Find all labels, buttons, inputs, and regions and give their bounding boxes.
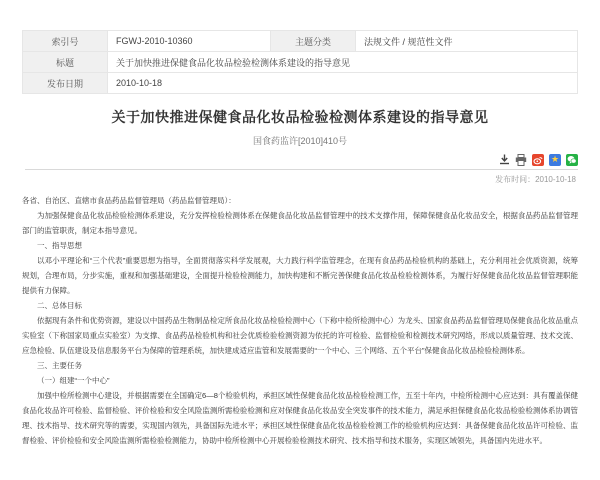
category-label: 主题分类 <box>271 31 356 52</box>
title-label: 标题 <box>23 52 108 73</box>
title-value: 关于加快推进保健食品化妆品检验检测体系建设的指导意见 <box>108 52 578 73</box>
section-heading-2: 二、总体目标 <box>37 301 82 310</box>
document-page <box>0 30 600 480</box>
index-number-value: FGWJ-2010-10360 <box>108 31 271 52</box>
section-heading-3: 三、主要任务 <box>37 361 82 370</box>
index-number-label: 索引号 <box>23 31 108 52</box>
salutation: 各省、自治区、直辖市食品药品监督管理局（药品监督管理局）： <box>22 196 236 205</box>
publish-time: 发布时间：2010-10-18 <box>495 175 576 184</box>
table-row <box>23 52 578 73</box>
document-body <box>22 193 578 448</box>
publish-date-label: 发布日期 <box>23 73 108 94</box>
share-wechat-icon[interactable] <box>566 154 578 166</box>
document-number: 国食药监许[2010]410号 <box>252 136 348 146</box>
download-icon[interactable] <box>498 154 510 166</box>
subsection-heading-1: （一）组建“一个中心” <box>37 376 110 385</box>
paragraph-guiding-ideology: 以邓小平理论和“三个代表”重要思想为指导，全面贯彻落实科学发展观，大力践行科学监管理念，在现有食品药品检验机构的基础上，充分利用社会优质资源，统筹规划，合理布局，分步实施，重视和加强基础建设，全面提升检验检测能力，加快构建和不断完善保健食品化妆品检验检测体系，为履行好保健食品化妆品监督管理职能提供有力保障。 <box>22 256 578 295</box>
share-toolbar <box>22 153 578 166</box>
print-icon[interactable] <box>515 154 527 166</box>
page-title: 关于加快推进保健食品化妆品检验检测体系建设的指导意见 <box>111 109 489 125</box>
category-value: 法规文件 / 规范性文件 <box>356 31 578 52</box>
paragraph-overall-goal: 依据现有条件和优势资源，建设以中国药品生物制品检定所食品化妆品检验检测中心（下称中检所检测中心）为龙头、国家食品药品监督管理局保健食品化妆品重点实验室（下称国家局重点实验室）为支撑、食品药品检验机构和社会优质检验检测资源为依托的许可检验、监督检验和检测技术研究网络，形成以质量管理、技术交流、应急检验、队伍建设及信息服务平台为保障的管理系统，加快建成适应监管和发展需要的“一个中心、三个网络、五个平台”保健食品化妆品检验检测体系。 <box>22 316 578 355</box>
paragraph-main-task: 加强中检所检测中心建设，并根据需要在全国确定6—8个检验机构，承担区域性保健食品化妆品检验检测工作，五至十年内，中检所检测中心应达到：具有覆盖保健食品化妆品许可检验、监督检验、评价检验和安全风险监测所需检验检测和应对保健食品化妆品安全突发事件的技术能力，满足承担保健食品化妆品检验检测体系协调管理、技术指导、技术研究等的需要，实现国内领先，具备国际先进水平；承担区域性保健食品化妆品检验检测工作的检验机构应达到：具备保健食品化妆品许可检验、监督检验、评价检验和安全风险监测所需检验检测能力，协助中检所检测中心开展检验检测技术研究、技术指导和技术服务，实现区域领先，具备国内先进水平。 <box>22 391 578 445</box>
divider <box>25 169 578 170</box>
table-row <box>23 73 578 94</box>
share-qzone-icon[interactable] <box>549 154 561 166</box>
star-glyph: ★ <box>550 154 560 164</box>
share-weibo-icon[interactable] <box>532 154 544 166</box>
section-heading-1: 一、指导思想 <box>37 241 82 250</box>
paragraph-intro: 为加强保健食品化妆品检验检测体系建设，充分发挥检验检测体系在保健食品化妆品监督管理中的技术支撑作用，保障保健食品化妆品安全，根据食品药品监督管理部门的监管职责，制定本指导意见。 <box>22 211 578 235</box>
table-row <box>23 31 578 52</box>
publish-date-value: 2010-10-18 <box>108 73 578 94</box>
document-meta-table <box>22 30 578 94</box>
